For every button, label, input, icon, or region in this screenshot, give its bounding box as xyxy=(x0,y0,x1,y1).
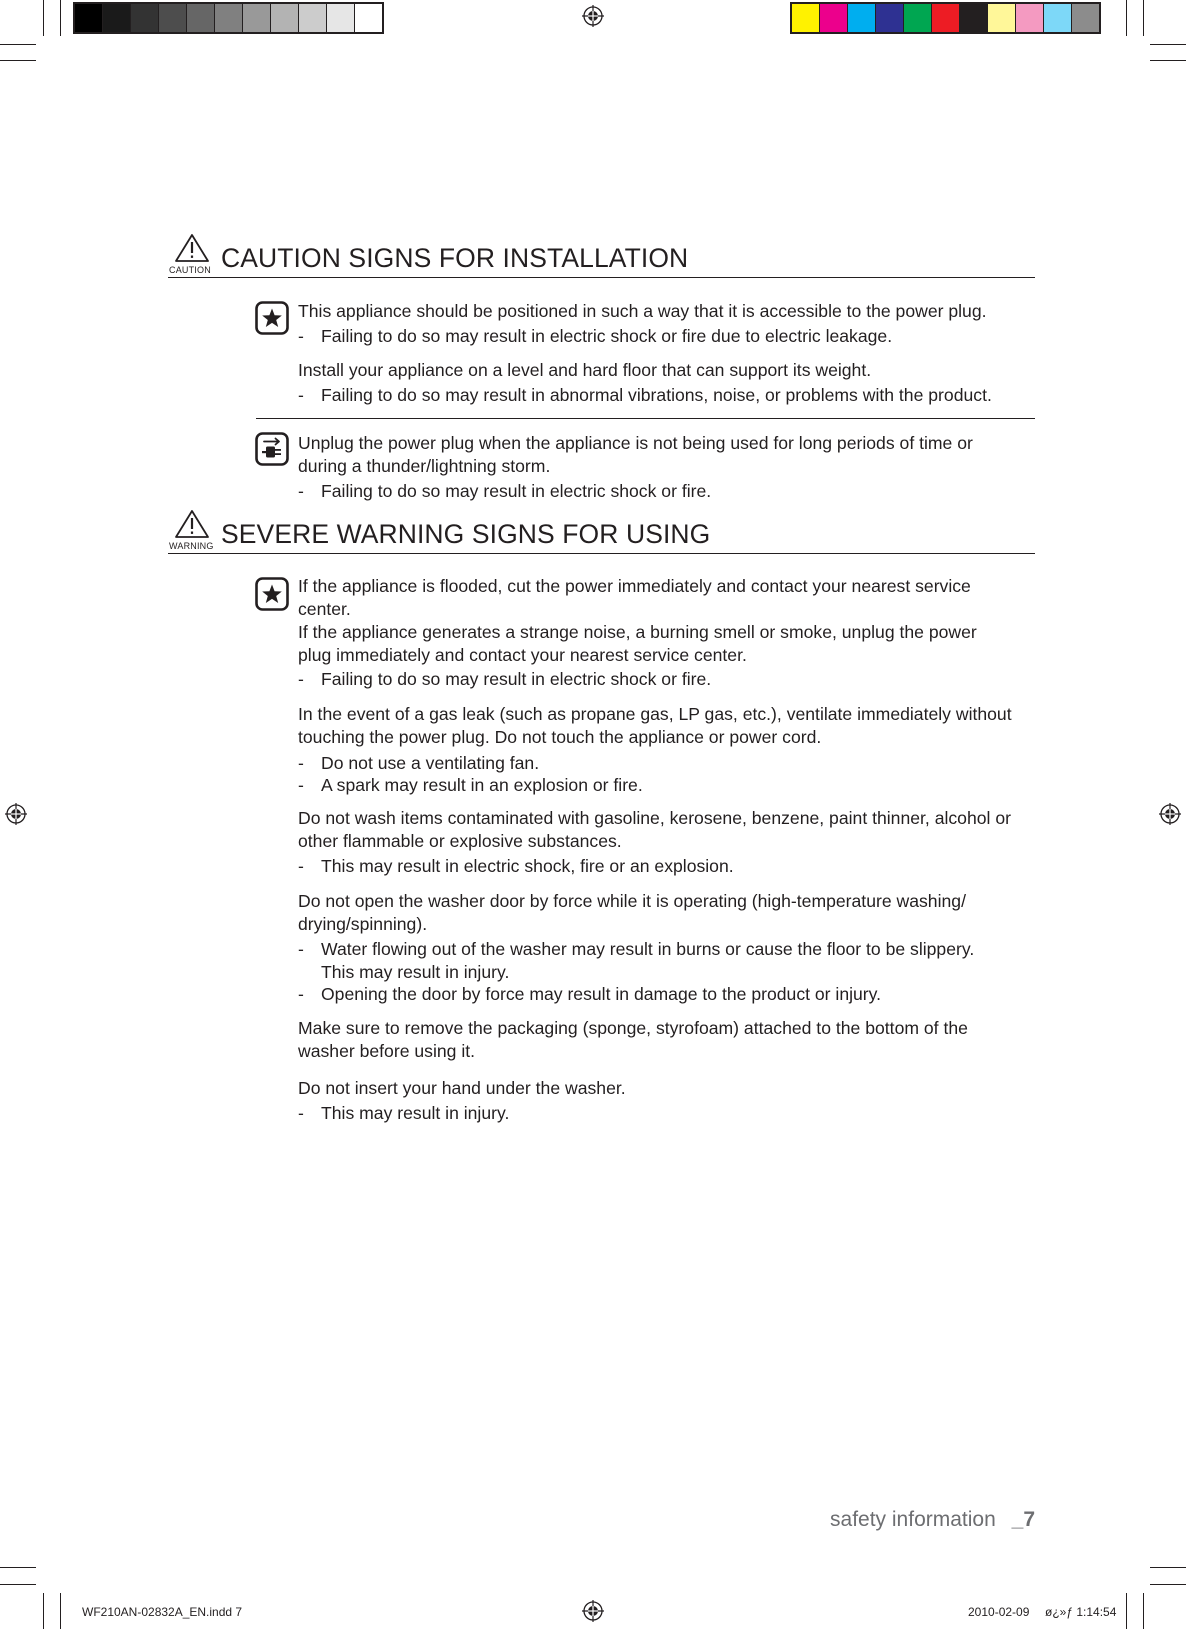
color-swatch xyxy=(1072,4,1099,32)
color-swatch xyxy=(792,4,820,32)
bullet-dash: - xyxy=(298,326,304,346)
footer-section-name: safety information xyxy=(830,1508,996,1531)
bullet-dash: - xyxy=(298,669,304,689)
warning-sign xyxy=(168,509,216,553)
warning-paragraph-4-bullet-1 xyxy=(298,938,1040,984)
warning-paragraph-2-bullet-2 xyxy=(298,774,1040,797)
warning-paragraph-2 xyxy=(298,703,1040,749)
color-swatch xyxy=(327,4,355,32)
bullet-text: This may result in electric shock, fire or an explosion. xyxy=(321,856,734,876)
warning-paragraph-5 xyxy=(298,1017,1040,1063)
caution-sign xyxy=(168,233,216,277)
text-line: plug immediately and contact your nearest service center. xyxy=(298,645,747,665)
crop-mark xyxy=(1150,60,1186,61)
bullet-text: Failing to do so may result in electric shock or fire. xyxy=(321,669,712,689)
color-swatch xyxy=(876,4,904,32)
bullet-dash: - xyxy=(298,753,304,773)
crop-mark xyxy=(0,60,36,61)
crop-mark xyxy=(1126,1593,1127,1629)
grayscale-color-bar xyxy=(73,2,384,34)
page-number: 7 xyxy=(1023,1508,1035,1531)
section-divider xyxy=(256,418,1035,419)
caution-triangle-icon xyxy=(174,233,210,263)
caution-item-3-bullet xyxy=(298,480,1040,503)
bullet-text: Failing to do so may result in electric shock or fire due to electric leakage. xyxy=(321,326,893,346)
star-icon xyxy=(255,301,289,335)
warning-section-heading xyxy=(168,509,1035,554)
crop-mark xyxy=(0,1584,36,1585)
text-line: washer before using it. xyxy=(298,1041,476,1061)
crop-mark xyxy=(1143,0,1144,36)
bullet-dash: - xyxy=(298,481,304,501)
bullet-text: Opening the door by force may result in damage to the product or injury. xyxy=(321,984,882,1004)
warning-paragraph-3 xyxy=(298,807,1040,853)
color-swatch xyxy=(355,4,382,32)
slug-time: ø¿»ƒ 1:14:54 xyxy=(1045,1605,1117,1619)
color-swatch xyxy=(75,4,103,32)
color-swatch xyxy=(131,4,159,32)
crop-mark xyxy=(43,1593,44,1629)
process-color-bar xyxy=(790,2,1101,34)
bullet-text: Failing to do so may result in abnormal vibrations, noise, or problems with the product. xyxy=(321,385,992,405)
text-line: Do not wash items contaminated with gasoline, kerosene, benzene, paint thinner, alcohol or xyxy=(298,808,1011,828)
color-swatch xyxy=(988,4,1016,32)
text-line: during a thunder/lightning storm. xyxy=(298,456,551,476)
crop-mark xyxy=(60,1593,61,1629)
text-line: If the appliance generates a strange noise, a burning smell or smoke, unplug the power xyxy=(298,622,977,642)
warning-paragraph-4-bullet-2 xyxy=(298,983,1040,1006)
registration-mark-icon xyxy=(1159,803,1181,825)
warning-paragraph-4 xyxy=(298,890,1040,936)
text-line: Make sure to remove the packaging (sponge, styrofoam) attached to the bottom of the xyxy=(298,1018,968,1038)
bullet-dash: - xyxy=(298,775,304,795)
unplug-icon xyxy=(255,432,289,466)
caution-sign-label: CAUTION xyxy=(169,265,211,275)
text-line: other flammable or explosive substances. xyxy=(298,831,622,851)
color-swatch xyxy=(271,4,299,32)
color-swatch xyxy=(103,4,131,32)
crop-mark xyxy=(60,0,61,36)
crop-mark xyxy=(1143,1593,1144,1629)
warning-paragraph-1 xyxy=(298,575,1040,667)
caution-item-1-bullet xyxy=(298,325,1040,348)
bullet-dash: - xyxy=(298,939,304,959)
warning-paragraph-6-bullet xyxy=(298,1102,1040,1125)
caution-item-2-bullet xyxy=(298,384,1040,407)
crop-mark xyxy=(1150,44,1186,45)
warning-section-title: SEVERE WARNING SIGNS FOR USING xyxy=(221,519,711,549)
bullet-dash: - xyxy=(298,1103,304,1123)
caution-section-heading xyxy=(168,233,1035,278)
slug-filename: WF210AN-02832A_EN.indd 7 xyxy=(82,1605,243,1619)
text-line: If the appliance is flooded, cut the power immediately and contact your nearest service xyxy=(298,576,971,596)
text-line: drying/spinning). xyxy=(298,914,428,934)
color-swatch xyxy=(904,4,932,32)
color-swatch xyxy=(299,4,327,32)
caution-item-2-text: Install your appliance on a level and hard floor that can support its weight. xyxy=(298,360,872,380)
registration-mark-icon xyxy=(582,5,604,27)
warning-paragraph-1-bullet xyxy=(298,668,1040,691)
warning-triangle-icon xyxy=(174,509,210,539)
text-line: center. xyxy=(298,599,351,619)
warning-paragraph-3-bullet xyxy=(298,855,1040,878)
color-swatch xyxy=(215,4,243,32)
text-line: In the event of a gas leak (such as propane gas, LP gas, etc.), ventilate immediately without xyxy=(298,704,1012,724)
crop-mark xyxy=(43,0,44,36)
crop-mark xyxy=(0,1567,36,1568)
caution-item-3-text xyxy=(298,432,1040,478)
crop-mark xyxy=(1150,1567,1186,1568)
registration-mark-icon xyxy=(5,803,27,825)
slug-date: 2010-02-09 xyxy=(968,1605,1030,1619)
bullet-dash: - xyxy=(298,984,304,1004)
warning-paragraph-2-bullet-1 xyxy=(298,752,1040,775)
crop-mark xyxy=(1150,1584,1186,1585)
color-swatch xyxy=(243,4,271,32)
warning-sign-label: WARNING xyxy=(169,541,214,551)
caution-section-title: CAUTION SIGNS FOR INSTALLATION xyxy=(221,243,689,273)
registration-mark-icon xyxy=(582,1600,604,1622)
bullet-dash: - xyxy=(298,385,304,405)
color-swatch xyxy=(187,4,215,32)
star-icon xyxy=(255,577,289,611)
text-line: Do not open the washer door by force while it is operating (high-temperature washing/ xyxy=(298,891,966,911)
color-swatch xyxy=(848,4,876,32)
text-line: touching the power plug. Do not touch the appliance or power cord. xyxy=(298,727,822,747)
color-swatch xyxy=(1044,4,1072,32)
bullet-dash: - xyxy=(298,856,304,876)
bullet-text: Failing to do so may result in electric shock or fire. xyxy=(321,481,712,501)
bullet-text: Water flowing out of the washer may result in burns or cause the floor to be slippery. xyxy=(321,939,975,959)
crop-mark xyxy=(1126,0,1127,36)
color-swatch xyxy=(159,4,187,32)
bullet-text: Do not use a ventilating fan. xyxy=(321,753,540,773)
warning-paragraph-6: Do not insert your hand under the washer. xyxy=(298,1078,626,1098)
color-swatch xyxy=(1016,4,1044,32)
color-swatch xyxy=(960,4,988,32)
crop-mark xyxy=(0,44,36,45)
bullet-text: A spark may result in an explosion or fire. xyxy=(321,775,643,795)
caution-item-1-text: This appliance should be positioned in such a way that it is accessible to the power plug. xyxy=(298,301,987,321)
color-swatch xyxy=(932,4,960,32)
bullet-text: This may result in injury. xyxy=(321,1103,510,1123)
text-line: Unplug the power plug when the appliance is not being used for long periods of time or xyxy=(298,433,973,453)
color-swatch xyxy=(820,4,848,32)
page-footer xyxy=(830,1508,1035,1532)
footer-page-prefix: _ xyxy=(1011,1508,1024,1531)
bullet-text: This may result in injury. xyxy=(321,962,510,982)
